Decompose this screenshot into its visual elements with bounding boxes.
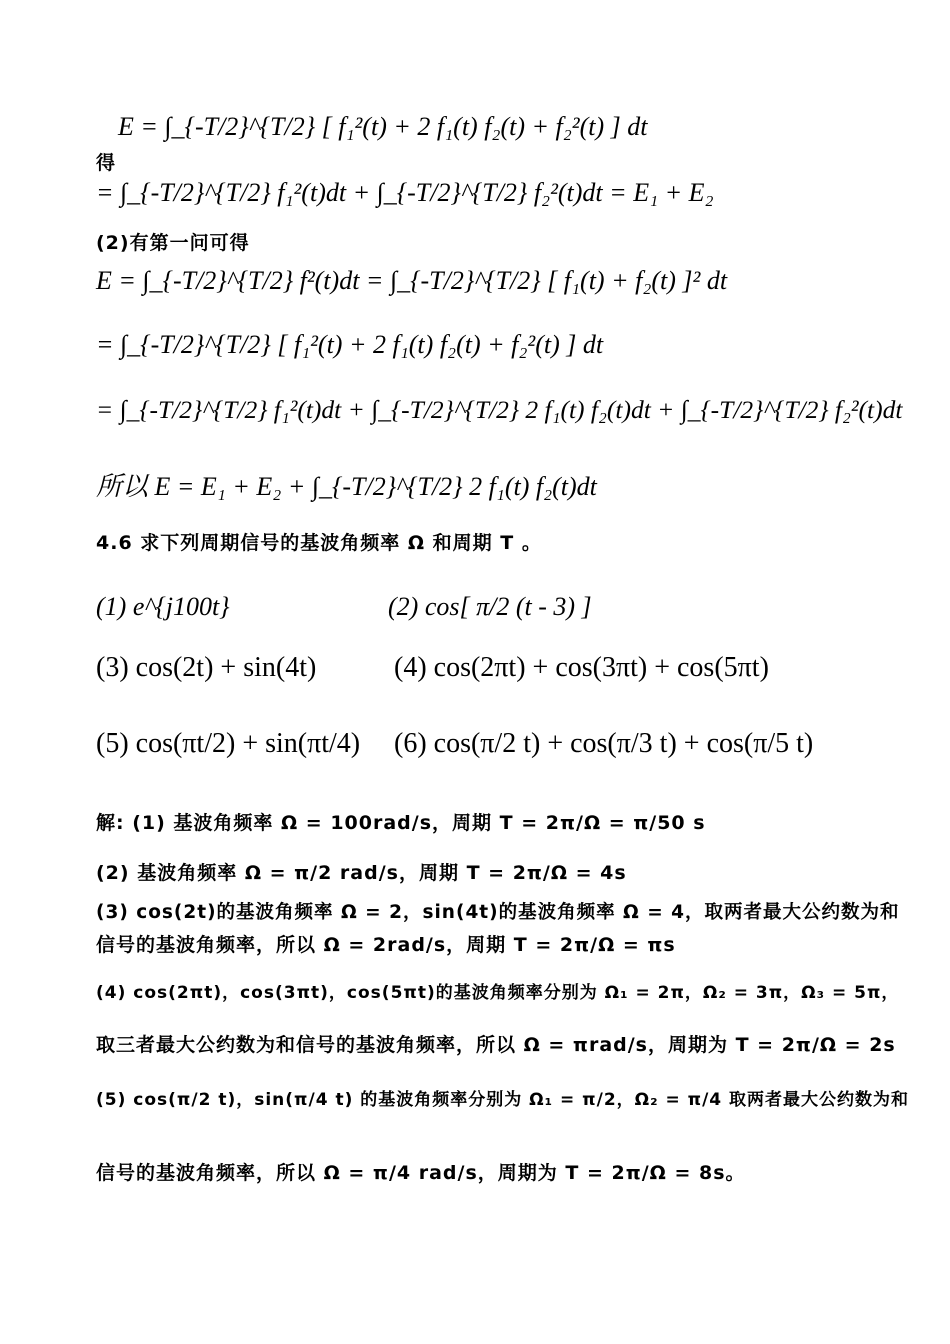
text-de: 得 <box>96 152 117 174</box>
eq-energy-expansion: E = ∫_{-T/2}^{T/2} [ f₁²(t) + 2 f₁(t) f₂(t) + f₂²(t) ] dt <box>118 112 648 141</box>
solution-1: 解: (1) 基波角频率 Ω = 100rad/s，周期 T = 2π/Ω = π/50 s <box>96 812 706 834</box>
item-5-expr: (5) cos(πt/2) + sin(πt/4) <box>96 728 361 759</box>
eq-energy-split: = ∫_{-T/2}^{T/2} f₁²(t)dt + ∫_{-T/2}^{T/2} f₂²(t)dt = E₁ + E₂ <box>96 178 714 207</box>
item-4-expr: (4) cos(2πt) + cos(3πt) + cos(5πt) <box>394 652 769 683</box>
eq-part2-line1: E = ∫_{-T/2}^{T/2} f²(t)dt = ∫_{-T/2}^{T/2} [ f₁(t) + f₂(t) ]² dt <box>96 266 728 295</box>
solution-3-line1: (3) cos(2t)的基波角频率 Ω = 2，sin(4t)的基波角频率 Ω = 4，取两者最大公约数为和 <box>96 902 900 923</box>
item-6-expr: (6) cos(π/2 t) + cos(π/3 t) + cos(π/5 t) <box>394 728 814 759</box>
solution-3-line2: 信号的基波角频率，所以 Ω = 2rad/s，周期 T = 2π/Ω = πs <box>96 934 676 956</box>
item-3-expr: (3) cos(2t) + sin(4t) <box>96 652 317 683</box>
problem-4-6-heading: 4.6 求下列周期信号的基波角频率 Ω 和周期 T 。 <box>96 532 542 554</box>
solution-2: (2) 基波角频率 Ω = π/2 rad/s，周期 T = 2π/Ω = 4s <box>96 862 627 884</box>
solution-5-line1: (5) cos(π/2 t)，sin(π/4 t) 的基波角频率分别为 Ω₁ = π/2，Ω₂ = π/4 取两者最大公约数为和 <box>96 1090 910 1110</box>
text-part2-intro: (2)有第一问可得 <box>96 232 250 254</box>
eq-part2-line2: = ∫_{-T/2}^{T/2} [ f₁²(t) + 2 f₁(t) f₂(t) + f₂²(t) ] dt <box>96 330 604 359</box>
solution-4-line2: 取三者最大公约数为和信号的基波角频率，所以 Ω = πrad/s，周期为 T = 2π/Ω = 2s <box>96 1034 896 1056</box>
solution-5-line2: 信号的基波角频率，所以 Ω = π/4 rad/s，周期为 T = 2π/Ω = 8s。 <box>96 1162 746 1184</box>
solution-4-line1: (4) cos(2πt)，cos(3πt)，cos(5πt)的基波角频率分别为 Ω₁ = 2π，Ω₂ = 3π，Ω₃ = 5π， <box>96 983 900 1003</box>
item-2-expr: (2) cos[ π/2 (t - 3) ] <box>388 592 592 621</box>
eq-part2-result: 所以 E = E₁ + E₂ + ∫_{-T/2}^{T/2} 2 f₁(t) f₂(t)dt <box>96 472 597 501</box>
item-1-expr: (1) e^{j100t} <box>96 592 230 621</box>
eq-part2-line3: = ∫_{-T/2}^{T/2} f₁²(t)dt + ∫_{-T/2}^{T/2} 2 f₁(t) f₂(t)dt + ∫_{-T/2}^{T/2} f₂²(t)dt <box>96 395 903 424</box>
